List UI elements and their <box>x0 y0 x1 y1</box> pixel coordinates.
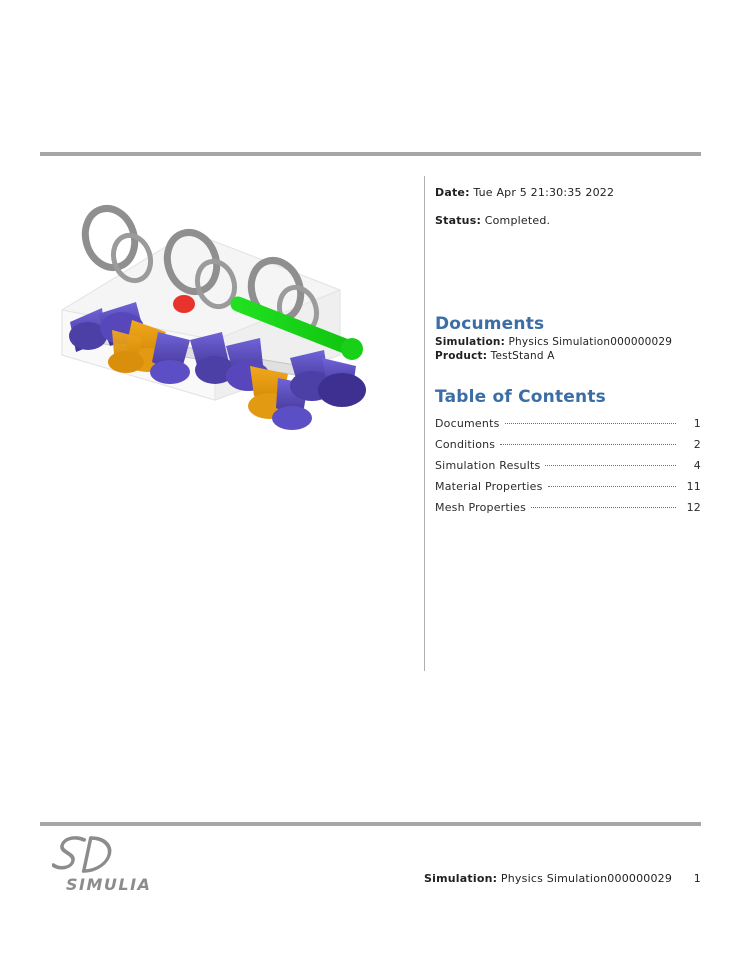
simulation-label: Simulation: <box>435 336 505 348</box>
model-viewport <box>40 180 410 470</box>
product-label: Product: <box>435 349 488 362</box>
toc-entry[interactable] <box>435 455 701 476</box>
date-value: Tue Apr 5 21:30:35 2022 <box>473 186 615 199</box>
simulia-logo-graphic <box>52 832 192 898</box>
footer-page-number: 1 <box>693 872 701 885</box>
red-marker <box>173 295 195 313</box>
toc-entry-label: Mesh Properties <box>435 501 527 514</box>
toc-entry-page: 1 <box>693 417 701 430</box>
model-render <box>40 180 410 470</box>
documents-heading: Documents <box>435 314 545 334</box>
toc-leader <box>531 506 676 508</box>
toc-heading: Table of Contents <box>435 387 606 407</box>
toc-entry[interactable] <box>435 497 701 518</box>
toc-leader <box>505 422 676 424</box>
toc-leader <box>548 485 676 487</box>
product-value: TestStand A <box>490 349 555 362</box>
toc-entry-label: Material Properties <box>435 480 543 493</box>
toc-entry-page: 12 <box>686 501 701 514</box>
page-footer <box>424 872 701 885</box>
status-label: Status: <box>435 214 482 227</box>
report-details <box>435 186 701 518</box>
simulia-wordmark: SIMULIA <box>66 875 152 894</box>
toc-entry-page: 2 <box>693 438 701 451</box>
toc-leader <box>500 443 676 445</box>
footer-rule <box>40 822 701 826</box>
toc-entry-label: Conditions <box>435 438 496 451</box>
toc-entry-page: 11 <box>686 480 701 493</box>
footer-label: Simulation: <box>424 872 498 885</box>
product-line <box>435 350 701 364</box>
status-value: Completed. <box>484 214 551 227</box>
table-of-contents <box>435 413 701 518</box>
toc-entry[interactable] <box>435 476 701 497</box>
header-rule <box>40 152 701 156</box>
toc-entry[interactable] <box>435 413 701 434</box>
footer-value: Physics Simulation000000029 <box>500 872 673 885</box>
column-divider <box>424 176 425 671</box>
date-line <box>435 186 701 200</box>
simulation-line <box>435 336 701 350</box>
toc-entry-label: Documents <box>435 417 500 430</box>
simulia-logo <box>52 832 192 898</box>
toc-entry[interactable] <box>435 434 701 455</box>
status-line <box>435 214 701 228</box>
date-label: Date: <box>435 186 470 199</box>
toc-entry-page: 4 <box>693 459 701 472</box>
toc-leader <box>545 464 676 466</box>
simulation-value: Physics Simulation000000029 <box>508 336 673 348</box>
toc-entry-label: Simulation Results <box>435 459 541 472</box>
